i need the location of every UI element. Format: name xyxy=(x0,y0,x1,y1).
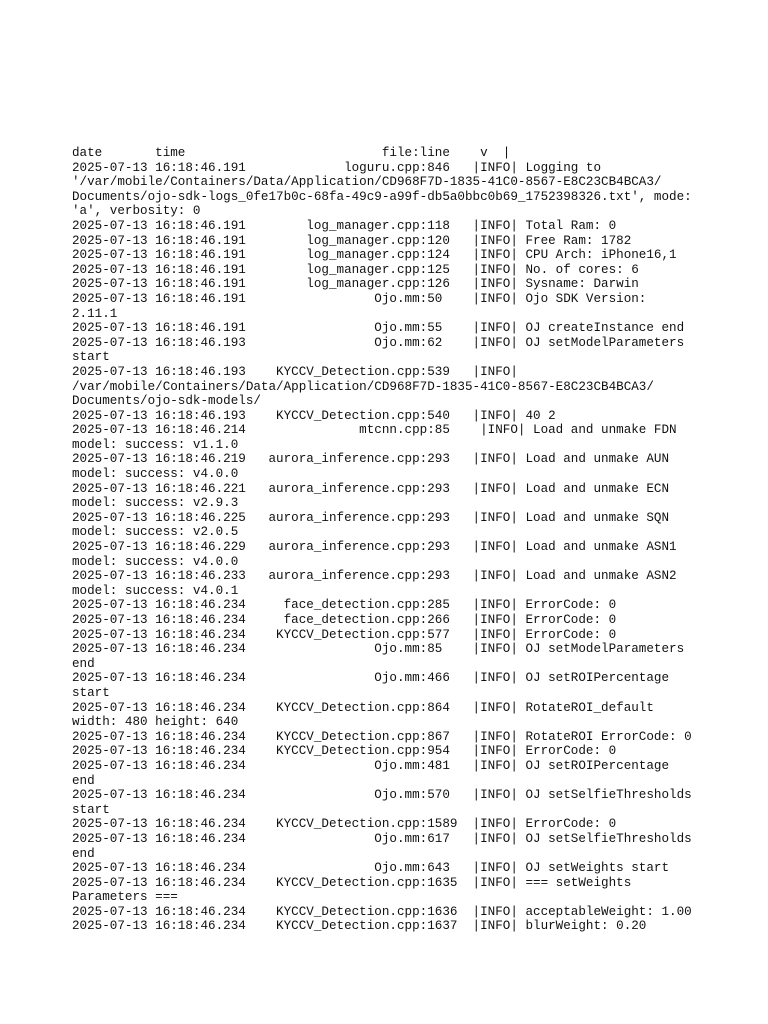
log-line: 2025-07-13 16:18:46.234 face_detection.cpp:285 |INFO| ErrorCode: 0 xyxy=(72,598,617,613)
log-line: 2025-07-13 16:18:46.191 log_manager.cpp:120 |INFO| Free Ram: 1782 xyxy=(72,233,632,248)
log-line xyxy=(72,934,712,949)
log-line: 2025-07-13 16:18:46.234 Ojo.mm:617 |INFO| OJ setSelfieThresholds xyxy=(72,831,692,846)
log-line: 2025-07-13 16:18:46.234 KYCCV_Detection.cpp:1589 |INFO| ErrorCode: 0 xyxy=(72,817,617,832)
log-line: 2.11.1 xyxy=(72,306,118,321)
log-line: 2025-07-13 16:18:46.234 KYCCV_Detection.cpp:1637 |INFO| blurWeight: 0.20 xyxy=(72,919,647,934)
log-line: 'a', verbosity: 0 xyxy=(72,204,201,219)
log-line: 2025-07-13 16:18:46.191 loguru.cpp:846 |INFO| Logging to xyxy=(72,160,602,175)
log-line: model: success: v4.0.0 xyxy=(72,554,239,569)
log-line: model: success: v2.9.3 xyxy=(72,496,239,511)
log-line: 2025-07-13 16:18:46.191 Ojo.mm:50 |INFO| Ojo SDK Version: xyxy=(72,291,647,306)
log-line: model: success: v4.0.1 xyxy=(72,583,239,598)
log-line: Documents/ojo-sdk-models/ xyxy=(72,394,261,409)
log-header-line: date time file:line v | xyxy=(72,146,511,160)
log-line: 2025-07-13 16:18:46.193 Ojo.mm:62 |INFO| OJ setModelParameters xyxy=(72,335,685,350)
log-line: 2025-07-13 16:18:46.233 aurora_inference.cpp:293 |INFO| Load and unmake ASN2 xyxy=(72,569,677,584)
log-line: 2025-07-13 16:18:46.191 log_manager.cpp:126 |INFO| Sysname: Darwin xyxy=(72,277,639,292)
log-line: start xyxy=(72,685,110,700)
log-text xyxy=(72,146,712,949)
log-line: 2025-07-13 16:18:46.193 KYCCV_Detection.cpp:540 |INFO| 40 2 xyxy=(72,408,556,423)
log-line: 2025-07-13 16:18:46.191 log_manager.cpp:118 |INFO| Total Ram: 0 xyxy=(72,218,617,233)
log-line: '/var/mobile/Containers/Data/Application/CD968F7D-1835-41C0-8567-E8C23CB4BCA3/ xyxy=(72,175,662,190)
log-line: 2025-07-13 16:18:46.234 KYCCV_Detection.cpp:954 |INFO| ErrorCode: 0 xyxy=(72,744,617,759)
log-line: 2025-07-13 16:18:46.234 KYCCV_Detection.cpp:1636 |INFO| acceptableWeight: 1.00 xyxy=(72,904,692,919)
log-line: /var/mobile/Containers/Data/Application/CD968F7D-1835-41C0-8567-E8C23CB4BCA3/ xyxy=(72,379,654,394)
log-line: 2025-07-13 16:18:46.219 aurora_inference.cpp:293 |INFO| Load and unmake AUN xyxy=(72,452,670,467)
log-line: width: 480 height: 640 xyxy=(72,715,239,730)
log-line: 2025-07-13 16:18:46.225 aurora_inference.cpp:293 |INFO| Load and unmake SQN xyxy=(72,510,670,525)
log-line: 2025-07-13 16:18:46.234 KYCCV_Detection.cpp:864 |INFO| RotateROI_default xyxy=(72,700,654,715)
log-line: start xyxy=(72,350,110,365)
log-line: 2025-07-13 16:18:46.191 log_manager.cpp:124 |INFO| CPU Arch: iPhone16,1 xyxy=(72,248,677,263)
log-line: 2025-07-13 16:18:46.234 face_detection.cpp:266 |INFO| ErrorCode: 0 xyxy=(72,613,617,627)
log-line: 2025-07-13 16:18:46.234 Ojo.mm:570 |INFO| OJ setSelfieThresholds xyxy=(72,788,692,803)
log-line: 2025-07-13 16:18:46.221 aurora_inference.cpp:293 |INFO| Load and unmake ECN xyxy=(72,481,670,496)
log-line: Documents/ojo-sdk-logs_0fe17b0c-68fa-49c9-a99f-db5a0bbc0b69_1752398326.txt', mode: xyxy=(72,189,692,204)
log-line: 2025-07-13 16:18:46.234 KYCCV_Detection.cpp:577 |INFO| ErrorCode: 0 xyxy=(72,627,617,642)
log-line: 2025-07-13 16:18:46.234 Ojo.mm:85 |INFO| OJ setModelParameters xyxy=(72,642,685,657)
log-line: Parameters === xyxy=(72,890,178,905)
log-line: 2025-07-13 16:18:46.234 KYCCV_Detection.cpp:1635 |INFO| === setWeights xyxy=(72,875,632,890)
log-line: end xyxy=(72,656,95,671)
log-line: 2025-07-13 16:18:46.191 log_manager.cpp:125 |INFO| No. of cores: 6 xyxy=(72,262,639,277)
log-line: 2025-07-13 16:18:46.214 mtcnn.cpp:85 |INFO| Load and unmake FDN xyxy=(72,423,677,438)
log-line: start xyxy=(72,802,110,817)
log-line: 2025-07-13 16:18:46.193 KYCCV_Detection.cpp:539 |INFO| xyxy=(72,364,518,379)
log-line: model: success: v1.1.0 xyxy=(72,437,239,452)
log-line: 2025-07-13 16:18:46.191 Ojo.mm:55 |INFO| OJ createInstance end xyxy=(72,321,685,336)
log-line: 2025-07-13 16:18:46.234 Ojo.mm:481 |INFO| OJ setROIPercentage xyxy=(72,758,670,773)
log-line: 2025-07-13 16:18:46.234 Ojo.mm:643 |INFO| OJ setWeights start xyxy=(72,861,670,876)
log-line: end xyxy=(72,846,95,861)
log-line: 2025-07-13 16:18:46.234 Ojo.mm:466 |INFO| OJ setROIPercentage xyxy=(72,671,670,686)
log-line: 2025-07-13 16:18:46.229 aurora_inference.cpp:293 |INFO| Load and unmake ASN1 xyxy=(72,540,677,555)
log-line: model: success: v4.0.0 xyxy=(72,467,239,482)
log-line: end xyxy=(72,773,95,788)
log-line: model: success: v2.0.5 xyxy=(72,525,239,540)
log-line: 2025-07-13 16:18:46.234 KYCCV_Detection.cpp:867 |INFO| RotateROI ErrorCode: 0 xyxy=(72,729,692,744)
